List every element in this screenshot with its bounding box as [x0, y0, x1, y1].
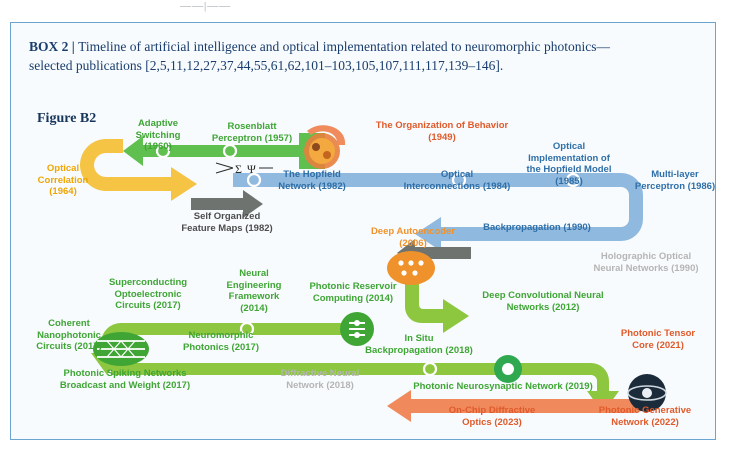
- label-superconducting-optoelectronic-circuits-2017: Superconducting Optoelectronic Circuits (2017): [108, 277, 188, 311]
- label-photonic-tensor-core-2021: Photonic Tensor Core (2021): [620, 328, 696, 351]
- label-rosenblatt-perceptron-1957: Rosenblatt Perceptron (1957): [211, 121, 293, 144]
- box-2-container: [10, 22, 716, 440]
- label-deep-autoencoder-2006: Deep Autoencoder (2006): [370, 226, 456, 249]
- box-title-main: Timeline of artificial intelligence and optical implementation related to neuromorphic photonics—: [78, 39, 610, 54]
- label-in-situ-backpropagation-2018: In Situ Backpropagation (2018): [365, 333, 473, 356]
- page-fragment-text: ——|——: [180, 0, 232, 12]
- label-backpropagation-1990: Backpropagation (1990): [483, 222, 591, 233]
- label-photonic-reservoir-computing-2014: Photonic Reservoir Computing (2014): [309, 281, 397, 304]
- svg-text:Ψ: Ψ: [247, 162, 256, 176]
- label-organization-of-behavior-1949: The Organization of Behavior (1949): [375, 120, 509, 143]
- box-title-prefix: BOX 2 |: [29, 39, 79, 54]
- label-optical-interconnections-1984: Optical Interconnections (1984): [403, 169, 511, 192]
- label-neuromorphic-photonics-2017: Neuromorphic Photonics (2017): [182, 330, 260, 353]
- label-coherent-nanophotonic-circuits-2017: Coherent Nanophotonic Circuits (2017): [36, 318, 102, 352]
- label-on-chip-diffractive-optics-2023: On-Chip Diffractive Optics (2023): [448, 405, 536, 428]
- label-optical-correlation-1964: Optical Correlation (1964): [37, 163, 89, 197]
- figure-label: Figure B2: [37, 111, 97, 126]
- label-self-organized-feature-maps-1982: Self Organized Feature Maps (1982): [181, 211, 273, 234]
- label-optical-hopfield-model-1985: Optical Implementation of the Hopfield Model (1985): [526, 141, 612, 187]
- label-diffractive-neural-network-2018: Diffractive Neural Network (2018): [280, 368, 360, 391]
- label-adaptive-switching-1960: Adaptive Switching (1960): [135, 118, 181, 152]
- label-hopfield-network-1982: The Hopfield Network (1982): [278, 169, 346, 192]
- label-multilayer-perceptron-1986: Multi-layer Perceptron (1986): [634, 169, 716, 192]
- label-photonic-spiking-networks-2017: Photonic Spiking Networks Broadcast and Weight (2017): [59, 368, 191, 391]
- label-photonic-generative-network-2022: Photonic Generative Network (2022): [598, 405, 692, 428]
- box-title-second-line: selected publications [2,5,11,12,27,37,44,55,61,62,101–103,105,107,111,117,139–146].: [29, 58, 504, 73]
- svg-text:Σ: Σ: [235, 162, 242, 176]
- label-holographic-optical-nn-1990: Holographic Optical Neural Networks (1990): [593, 251, 699, 274]
- label-neural-engineering-framework-2014: Neural Engineering Framework (2014): [226, 268, 282, 314]
- label-photonic-neurosynaptic-network-2019: Photonic Neurosynaptic Network (2019): [413, 381, 593, 392]
- label-deep-convolutional-nn-2012: Deep Convolutional Neural Networks (2012): [482, 290, 604, 313]
